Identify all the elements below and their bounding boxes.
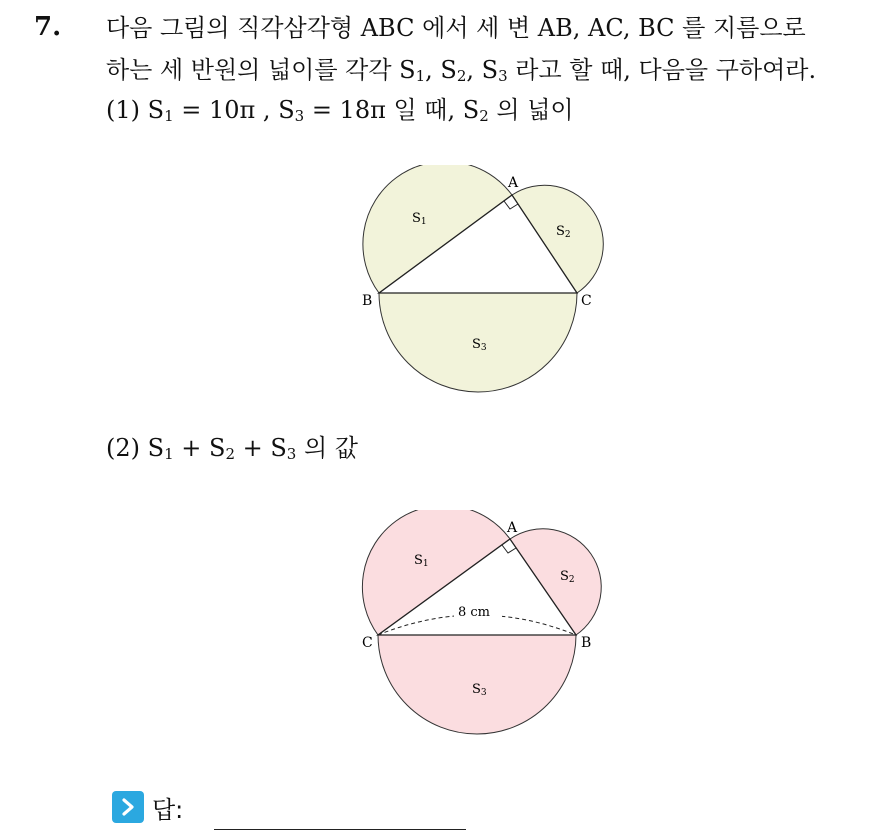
- figure2-length-label: 8 cm: [458, 605, 491, 620]
- figure1-label-a: A: [508, 175, 519, 191]
- answer-row: [112, 790, 183, 824]
- figure2-label-s1: S1: [414, 553, 429, 569]
- figure1-label-s3: S3: [472, 337, 487, 353]
- question-text-line1: 다음 그림의 직각삼각형 ABC 에서 세 변 AB, AC, BC 를 지름으로: [106, 14, 806, 42]
- answer-label: 답:: [152, 795, 184, 824]
- figure1-label-s2: S2: [556, 224, 571, 240]
- figure1-diagram: [350, 165, 620, 405]
- chevron-right-icon: [112, 791, 144, 823]
- figure2-label-a: A: [507, 520, 518, 536]
- figure2-label-s2: S2: [560, 569, 575, 585]
- figure1-label-s1: S1: [412, 211, 427, 227]
- figure2-diagram: [350, 510, 620, 760]
- answer-blank-line[interactable]: [214, 829, 466, 830]
- question-number: 7.: [34, 12, 62, 42]
- figure2-label-s3: S3: [472, 682, 487, 698]
- question-text-line2: 하는 세 반원의 넓이를 각각 $S_1$, $S_2$, $S_3$ 라고 할 때, 다음을 구하여라.: [106, 56, 817, 85]
- part2-text: (2) $S_1 + S_2 + S_3$ 의 값: [106, 434, 358, 463]
- figure1-label-c: C: [581, 293, 592, 309]
- figure2-label-b: B: [581, 635, 592, 651]
- figure2-label-c: C: [362, 635, 373, 651]
- part1-text: (1) $S_1 = 10\pi$ , $S_3 = 18\pi$ 일 때, $S_2$ 의 넓이: [106, 96, 574, 125]
- figure1-label-b: B: [362, 293, 373, 309]
